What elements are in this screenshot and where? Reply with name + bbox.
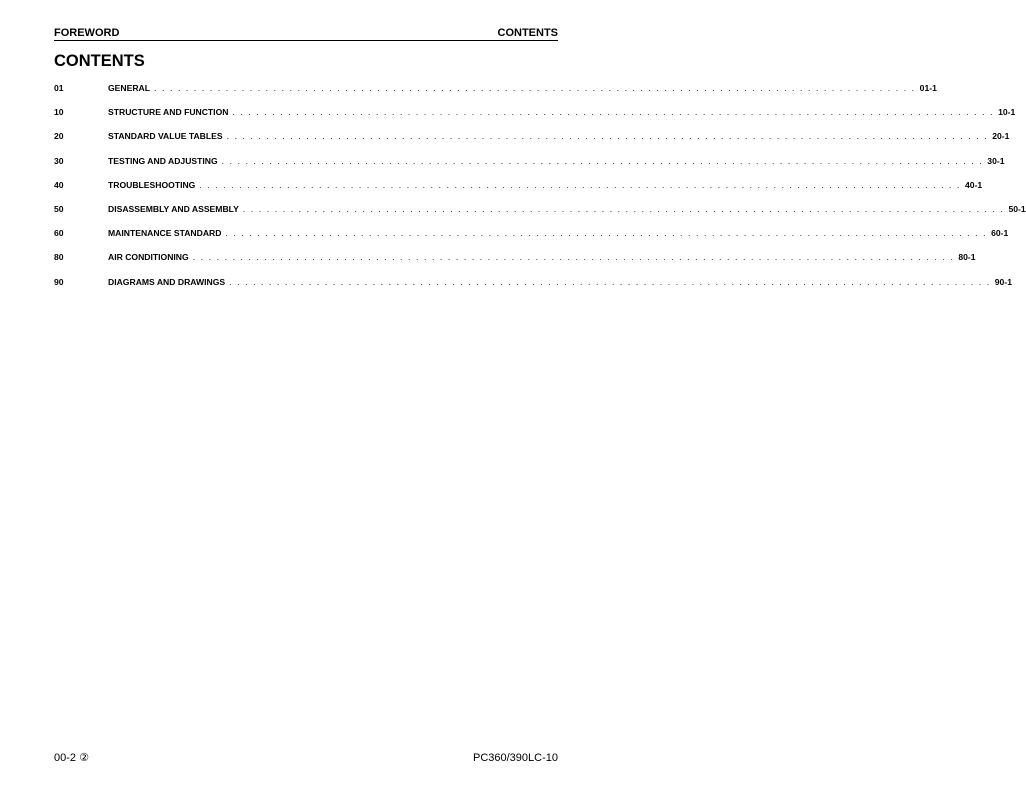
- toc-entry-60[interactable]: [54, 227, 1009, 251]
- toc-entry-label: TROUBLESHOOTING: [108, 179, 196, 190]
- toc-leader-dots: . . . . . . . . . . . . . . . . . . . . . . . . . . . . . . . . . . . . . . . . . . . . . . . . . . . . . . . . . . . . . . . . . . . . . . . . . . . . . . . . . . . . . . . . . . . . . . . .: [232, 107, 995, 118]
- header-section-title: FOREWORD: [54, 27, 120, 39]
- toc-entry-page: 80-1: [958, 252, 976, 263]
- toc-entry-30[interactable]: [54, 155, 1005, 179]
- toc-entry-number: 10: [54, 107, 64, 118]
- running-header: [54, 27, 558, 41]
- toc-entry-page: 30-1: [987, 155, 1005, 166]
- toc-entry-page: 10-1: [998, 107, 1016, 118]
- toc-entry-page: 50-1: [1008, 203, 1026, 214]
- toc-leader-dots: . . . . . . . . . . . . . . . . . . . . . . . . . . . . . . . . . . . . . . . . . . . . . . . . . . . . . . . . . . . . . . . . . . . . . . . . . . . . . . . . . . . . . . . . . . . . . . . .: [225, 228, 988, 239]
- toc-leader-dots: . . . . . . . . . . . . . . . . . . . . . . . . . . . . . . . . . . . . . . . . . . . . . . . . . . . . . . . . . . . . . . . . . . . . . . . . . . . . . . . . . . . . . . . . . . . . . . . .: [192, 252, 955, 263]
- toc-entry-number: 90: [54, 276, 64, 287]
- toc-entry-80[interactable]: [54, 251, 976, 275]
- toc-entry-number: 60: [54, 228, 64, 239]
- toc-entry-number: 50: [54, 203, 64, 214]
- header-chapter-title: CONTENTS: [497, 27, 558, 39]
- toc-entry-number: 30: [54, 155, 64, 166]
- toc-entry-label: STANDARD VALUE TABLES: [108, 131, 223, 142]
- toc-leader-dots: . . . . . . . . . . . . . . . . . . . . . . . . . . . . . . . . . . . . . . . . . . . . . . . . . . . . . . . . . . . . . . . . . . . . . . . . . . . . . . . . . . . . . . . . . . . . . . . .: [154, 83, 916, 93]
- toc-entry-label: DIAGRAMS AND DRAWINGS: [108, 276, 226, 287]
- toc-entry-label: MAINTENANCE STANDARD: [108, 228, 222, 239]
- toc-entry-page: 60-1: [991, 228, 1009, 239]
- toc-entry-number: 01: [54, 83, 64, 93]
- toc-leader-dots: . . . . . . . . . . . . . . . . . . . . . . . . . . . . . . . . . . . . . . . . . . . . . . . . . . . . . . . . . . . . . . . . . . . . . . . . . . . . . . . . . . . . . . . . . . . . . . . .: [221, 155, 984, 166]
- toc-entry-number: 40: [54, 179, 64, 190]
- toc-entry-number: 20: [54, 131, 64, 142]
- page-title: CONTENTS: [54, 52, 145, 70]
- toc-entry-label: GENERAL: [108, 83, 151, 93]
- toc-entry-page: 20-1: [992, 131, 1010, 142]
- toc-entry-label: STRUCTURE AND FUNCTION: [108, 107, 229, 118]
- table-of-contents: [54, 82, 1026, 300]
- toc-entry-label: TESTING AND ADJUSTING: [108, 155, 218, 166]
- toc-leader-dots: . . . . . . . . . . . . . . . . . . . . . . . . . . . . . . . . . . . . . . . . . . . . . . . . . . . . . . . . . . . . . . . . . . . . . . . . . . . . . . . . . . . . . . . . . . . . . . . .: [229, 276, 991, 287]
- toc-entry-40[interactable]: [54, 179, 983, 203]
- toc-entry-label: DISASSEMBLY AND ASSEMBLY: [108, 203, 239, 214]
- toc-entry-number: 80: [54, 252, 64, 263]
- toc-entry-20[interactable]: [54, 130, 1010, 154]
- toc-leader-dots: . . . . . . . . . . . . . . . . . . . . . . . . . . . . . . . . . . . . . . . . . . . . . . . . . . . . . . . . . . . . . . . . . . . . . . . . . . . . . . . . . . . . . . . . . . . . . . . .: [242, 203, 1005, 214]
- toc-entry-page: 90-1: [994, 276, 1012, 287]
- toc-entry-page: 01-1: [919, 83, 937, 93]
- footer-page-number: 00-2 ②: [54, 752, 89, 764]
- toc-entry-page: 40-1: [965, 179, 983, 190]
- toc-leader-dots: . . . . . . . . . . . . . . . . . . . . . . . . . . . . . . . . . . . . . . . . . . . . . . . . . . . . . . . . . . . . . . . . . . . . . . . . . . . . . . . . . . . . . . . . . . . . . . . .: [199, 179, 962, 190]
- toc-entry-01[interactable]: [54, 82, 937, 106]
- toc-entry-10[interactable]: [54, 106, 1016, 130]
- toc-entry-label: AIR CONDITIONING: [108, 252, 189, 263]
- toc-entry-90[interactable]: [54, 276, 1012, 300]
- toc-leader-dots: . . . . . . . . . . . . . . . . . . . . . . . . . . . . . . . . . . . . . . . . . . . . . . . . . . . . . . . . . . . . . . . . . . . . . . . . . . . . . . . . . . . . . . . . . . . . . . . .: [226, 131, 989, 142]
- footer-model-name: PC360/390LC-10: [472, 752, 558, 764]
- toc-entry-50[interactable]: [54, 203, 1026, 227]
